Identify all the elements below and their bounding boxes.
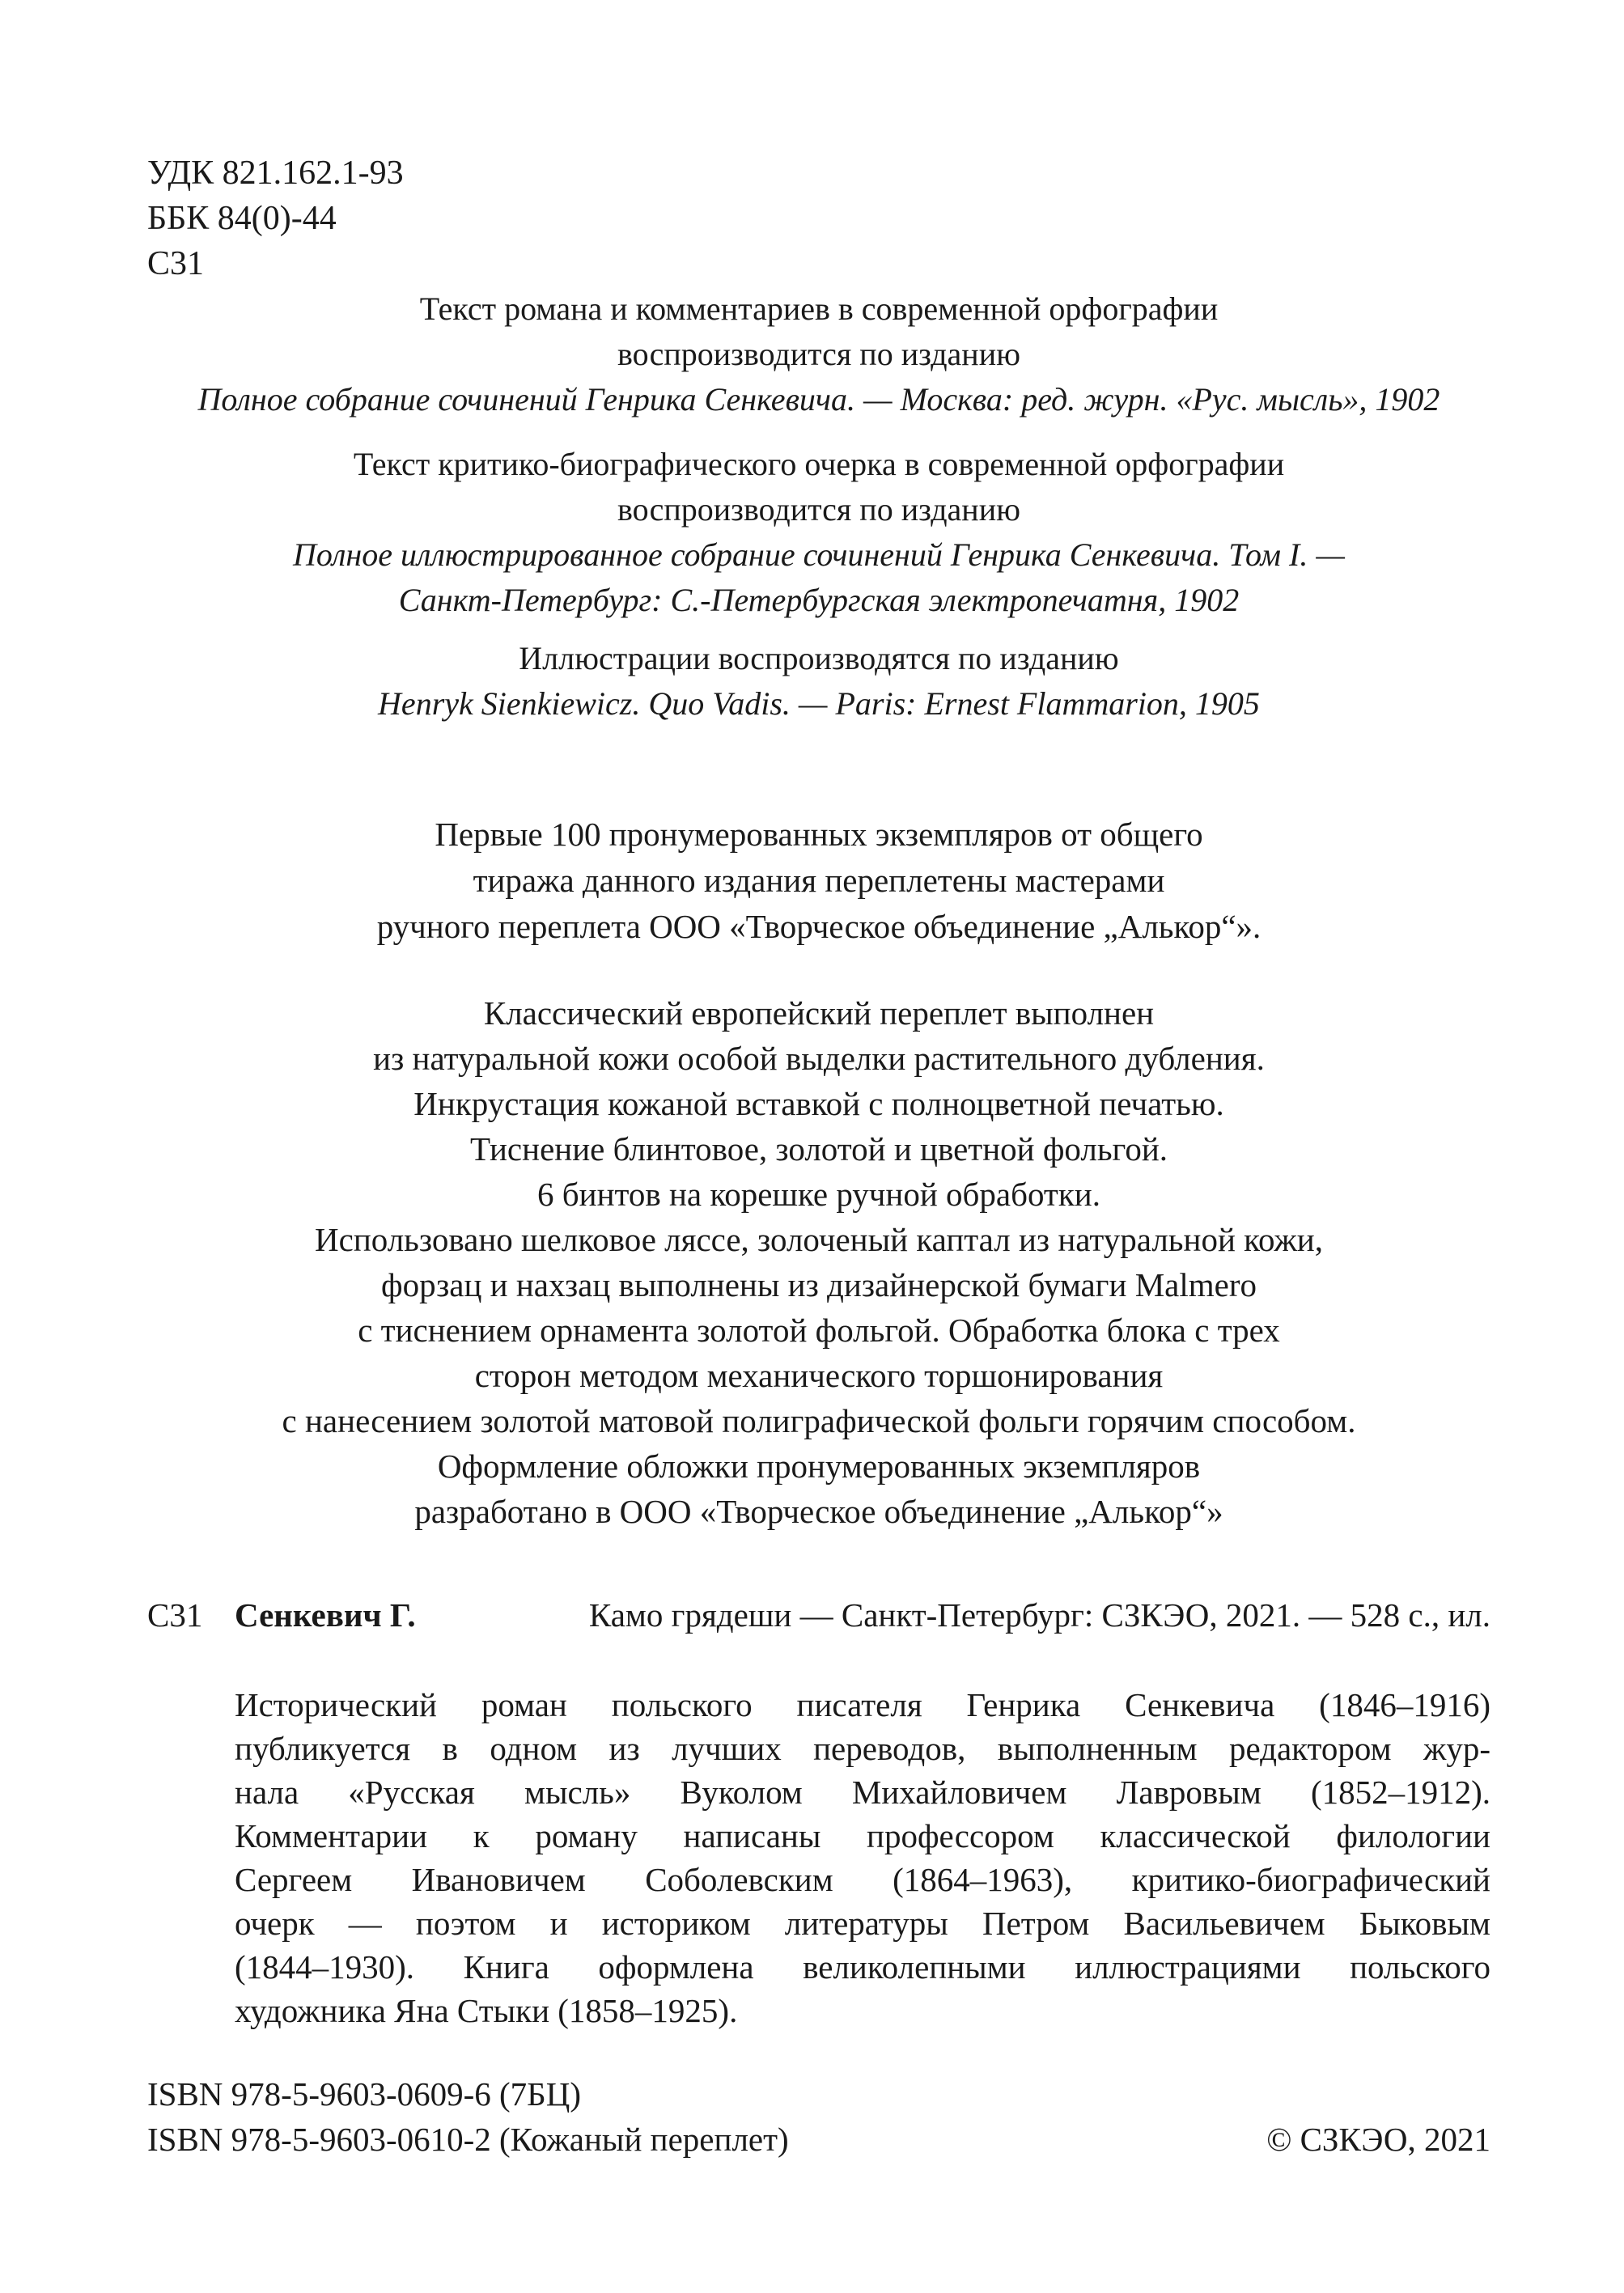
- text-line: Первые 100 пронумерованных экземпляров от общего: [435, 816, 1203, 853]
- annotation-line: (1844–1930). Книга оформлена великолепными иллюстрациями польского: [235, 1948, 1490, 1986]
- text-line: разработано в ООО «Творческое объединение „Алькор“»: [414, 1493, 1223, 1530]
- udk-code: УДК 821.162.1-93: [147, 155, 404, 192]
- catalog-author: Сенкевич Г.: [235, 1596, 416, 1634]
- copyright-notice: © СЗКЭО, 2021: [1266, 2121, 1490, 2158]
- source-line: Текст романа и комментариев в современной орфографии: [419, 290, 1219, 327]
- text-line: Классический европейский переплет выполнен: [483, 994, 1155, 1032]
- text-line: Оформление обложки пронумерованных экземпляров: [437, 1447, 1201, 1485]
- author-mark: С31: [147, 245, 205, 282]
- annotation-line: художника Яна Стыки (1858–1925).: [235, 1992, 738, 2029]
- catalog-entry: [147, 1592, 1490, 1638]
- isbn-block: [147, 2071, 789, 2162]
- text-line: сторон методом механического торшонирования: [474, 1357, 1164, 1394]
- annotation-line: Сергеем Ивановичем Соболевским (1864–1963), критико-биографический: [235, 1861, 1490, 1898]
- binding-description: [147, 990, 1490, 1534]
- source-edition: Полное иллюстрированное собрание сочинений Генрика Сенкевича. Том I. —: [293, 536, 1345, 573]
- text-line: форзац и нахзац выполнены из дизайнерской бумаги Malmero: [381, 1266, 1257, 1303]
- annotation-line: Исторический роман польского писателя Генрика Сенкевича (1846–1916): [235, 1686, 1490, 1723]
- text-line: тиража данного издания переплетены мастерами: [473, 862, 1165, 899]
- annotation-line: публикуется в одном из лучших переводов, выполненным редактором жур-: [235, 1730, 1490, 1767]
- source-edition: Henryk Sienkiewicz. Quo Vadis. — Paris: Ernest Flammarion, 1905: [378, 685, 1260, 722]
- text-line: ручного переплета ООО «Творческое объединение „Алькор“».: [376, 908, 1261, 945]
- isbn-line: ISBN 978-5-9603-0609-6 (7БЦ): [147, 2075, 581, 2113]
- source-note-illustrations: [147, 636, 1490, 727]
- annotation-line: очерк — поэтом и историком литературы Петром Васильевичем Быковым: [235, 1905, 1490, 1942]
- text-line: из натуральной кожи особой выделки растительного дубления.: [373, 1040, 1265, 1077]
- isbn-line: ISBN 978-5-9603-0610-2 (Кожаный переплет): [147, 2121, 789, 2158]
- text-line: Тиснение блинтовое, золотой и цветной фольгой.: [469, 1130, 1168, 1168]
- bbk-code: ББК 84(0)-44: [147, 200, 337, 237]
- source-note-text: [147, 286, 1490, 422]
- annotation-line: нала «Русская мысль» Вуколом Михайловичем Лавровым (1852–1912).: [235, 1774, 1490, 1811]
- source-edition: Полное собрание сочинений Генрика Сенкевича. — Москва: ред. журн. «Рус. мысль», 1902: [197, 381, 1440, 417]
- text-line: 6 бинтов на корешке ручной обработки.: [537, 1176, 1100, 1213]
- text-line: с нанесением золотой матовой полиграфической фольги горячим способом.: [282, 1402, 1356, 1439]
- text-line: с тиснением орнамента золотой фольгой. Обработка блока с трех: [358, 1312, 1280, 1349]
- annotation: [235, 1683, 1490, 2032]
- source-line: воспроизводится по изданию: [617, 491, 1020, 528]
- numbered-copies-note: [147, 812, 1490, 950]
- source-line: воспроизводится по изданию: [617, 336, 1020, 372]
- text-line: Инкрустация кожаной вставкой с полноцветной печатью.: [413, 1085, 1224, 1122]
- catalog-code: С31: [147, 1596, 203, 1634]
- classification-codes: [147, 150, 404, 286]
- source-edition: Санкт-Петербург: С.-Петербургская электропечатня, 1902: [398, 582, 1240, 618]
- source-line: Текст критико-биографического очерка в современной орфографии: [353, 446, 1285, 482]
- text-line: Использовано шелковое ляссе, золоченый каптал из натуральной кожи,: [315, 1221, 1323, 1258]
- source-line: Иллюстрации воспроизводятся по изданию: [519, 640, 1119, 676]
- catalog-description: Камо грядеши — Санкт-Петербург: СЗКЭО, 2021. — 528 с., ил.: [588, 1596, 1490, 1634]
- source-note-essay: [147, 442, 1490, 623]
- annotation-line: Комментарии к роману написаны профессором классической филологии: [235, 1817, 1490, 1854]
